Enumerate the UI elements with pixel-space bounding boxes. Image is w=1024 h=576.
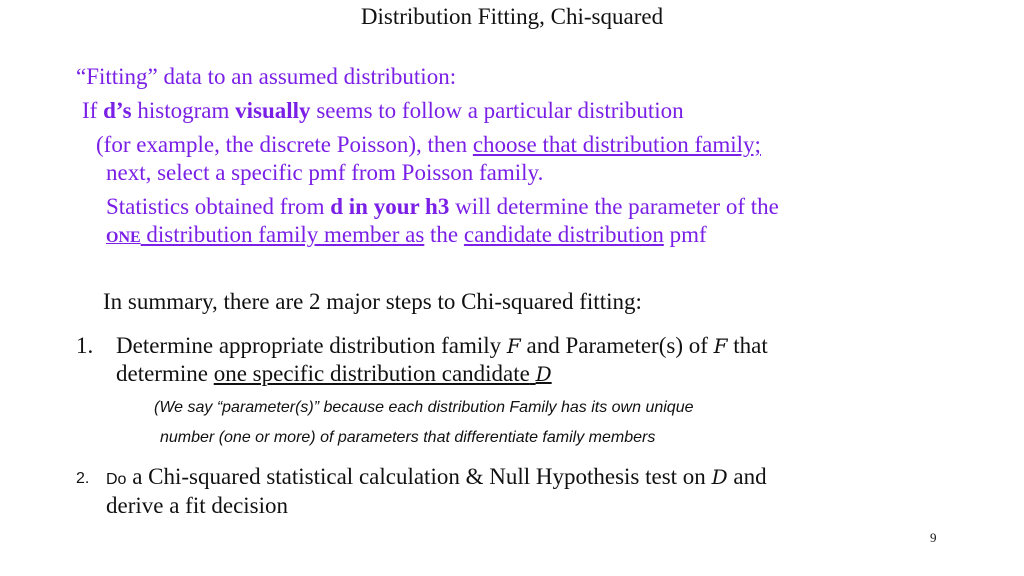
step-1-line-1: [116, 333, 768, 359]
fitting-line-4: next, select a specific pmf from Poisson family.: [106, 160, 544, 185]
fitting-line-2-e: seems to follow a particular distribution: [310, 98, 684, 123]
step-1-line-2: [116, 361, 552, 387]
fitting-family-member: distribution family member as: [140, 222, 425, 247]
fitting-candidate-distribution: candidate distribution: [463, 222, 664, 247]
fitting-line-6-c: the: [424, 222, 464, 247]
step-1-a: Determine appropriate distribution family: [116, 333, 507, 358]
family-symbol: F: [506, 334, 521, 358]
fitting-line-3: [96, 132, 761, 158]
parameter-note-line-2: number (one or more) of parameters that differentiate family members: [160, 429, 656, 446]
fitting-line-6: [106, 222, 707, 248]
fitting-line-6-e: pmf: [663, 222, 707, 247]
summary-intro: In summary, there are 2 major steps to Chi-squared fitting:: [103, 289, 642, 314]
step-1-b: and Parameter(s) of: [520, 333, 714, 358]
step-2-line-1: [106, 464, 767, 490]
step-1-candidate: one specific distribution candidate: [213, 361, 530, 386]
fitting-one: ONE: [106, 229, 141, 246]
fitting-line-2-c: histogram: [131, 98, 236, 123]
page-number: 9: [930, 530, 937, 545]
step-1-number: 1.: [76, 333, 94, 358]
fitting-line-1: “Fitting” data to an assumed distribution:: [76, 64, 457, 89]
fitting-d-in-h3: d in your h3: [330, 194, 450, 219]
fitting-line-5-a: Statistics obtained from: [106, 194, 331, 219]
fitting-line-3-a: (for example, the discrete Poisson), then: [96, 132, 473, 157]
step-2-line-2: derive a fit decision: [106, 493, 289, 518]
fitting-visually: visually: [235, 98, 311, 123]
fitting-choose-family: choose that distribution family;: [472, 132, 761, 157]
family-symbol-2: F: [713, 334, 728, 358]
fitting-line-2: [82, 98, 684, 124]
step-2-a: a Chi-squared statistical calculation & Null Hypothesis test on: [126, 464, 712, 489]
fitting-line-2-a: If: [82, 98, 104, 123]
step-1-line-2-a: determine: [116, 361, 214, 386]
fitting-line-5: [106, 194, 779, 220]
step-2-do: Do: [106, 471, 127, 488]
step-2-b: and: [727, 464, 767, 489]
fitting-line-5-c: will determine the parameter of the: [449, 194, 779, 219]
parameter-note-line-1: (We say “parameter(s)” because each distribution Family has its own unique: [154, 399, 694, 416]
fitting-ds: d’s: [103, 98, 132, 123]
candidate-symbol-2: D: [711, 465, 728, 489]
candidate-symbol: D: [535, 362, 552, 386]
step-1-c: that: [727, 333, 768, 358]
slide-title: Distribution Fitting, Chi-squared: [360, 4, 664, 29]
step-2-number: 2.: [76, 470, 90, 487]
